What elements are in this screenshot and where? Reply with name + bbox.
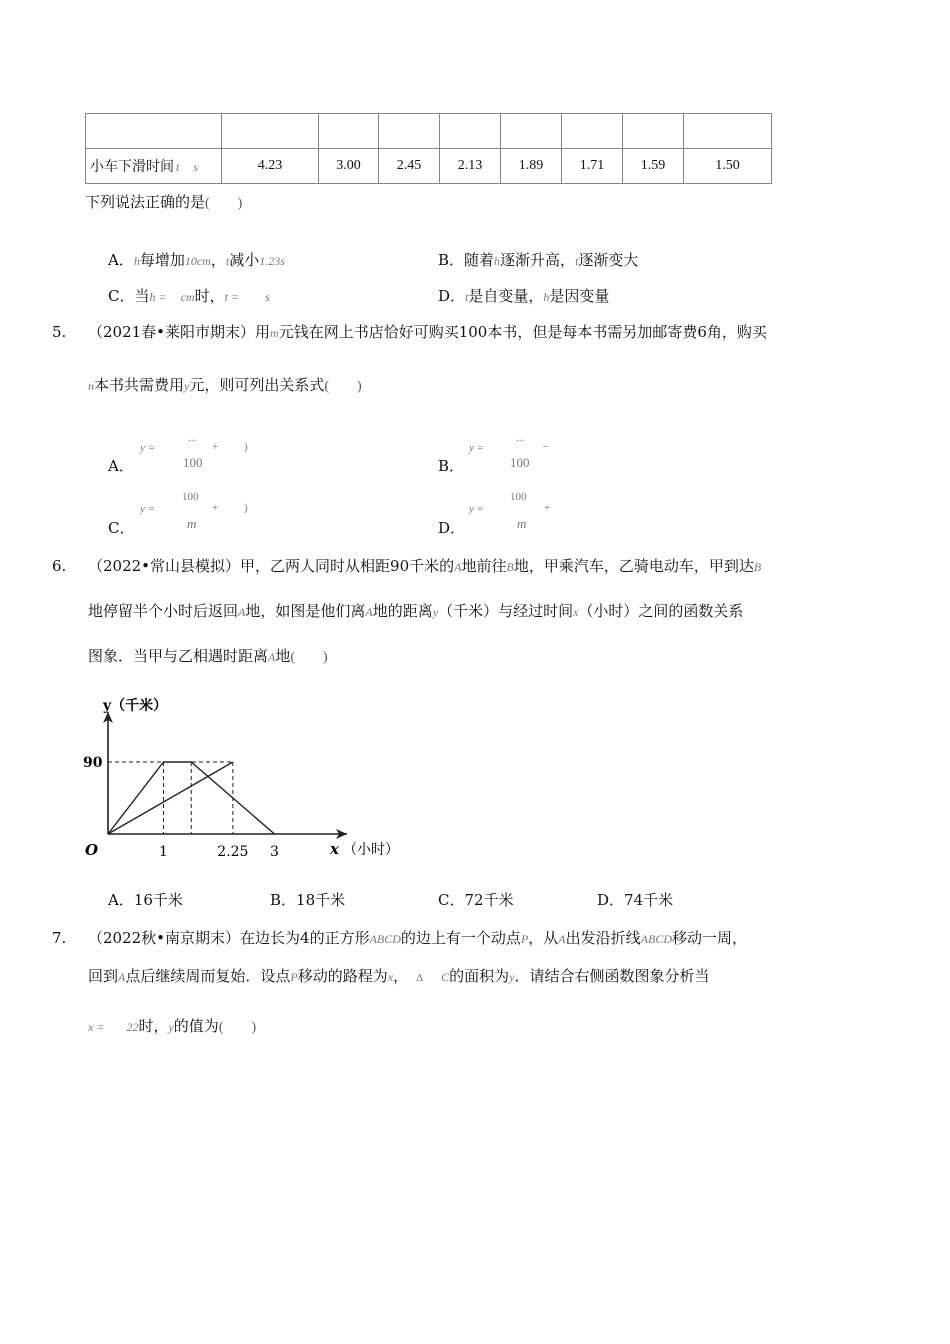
q6-line3 [88, 646, 328, 668]
var-y: y [432, 605, 439, 619]
math-paren: ) [244, 502, 248, 514]
table-cell [379, 114, 440, 149]
q5-line2 [88, 375, 362, 397]
q7-text: ， [393, 967, 409, 985]
fraction-numerator: 100 [510, 491, 527, 503]
q5-text: （2021春•莱阳市期末）用 [88, 323, 271, 341]
table-header-row [86, 114, 772, 149]
q5-text: 元，则可列出关系式 [189, 376, 325, 394]
var-a: A [268, 650, 276, 664]
var-b: B [753, 560, 762, 574]
var-p: P [520, 932, 529, 946]
option-text: 当 [134, 287, 150, 305]
var-abcd: ABCD [369, 932, 401, 946]
q7-text: 的边上有一个动点 [400, 929, 521, 947]
q7-text: 回到 [88, 967, 119, 985]
row-label: 小车下滑时间 [90, 159, 174, 175]
table-cell: 2.13 [440, 149, 501, 184]
q6-option-a[interactable]: A．16千米 [108, 891, 183, 909]
table-cell: 4.23 [222, 149, 319, 184]
var-c: C [441, 970, 450, 984]
table-cell [684, 114, 772, 149]
q5-line1 [88, 322, 767, 343]
var-y: y [168, 1020, 174, 1034]
q5-option-b[interactable] [438, 432, 638, 480]
q6-line2 [88, 601, 743, 622]
q6-text: （2022•常山县模拟）甲，乙两人同时从相距90千米的 [88, 557, 455, 575]
var-x: x [573, 605, 579, 619]
table-cell [623, 114, 684, 149]
q6-text: 地，如图是他们离 [245, 602, 366, 620]
q7-number: 7. [52, 929, 67, 947]
var-b: B [506, 560, 514, 574]
q7-text: 出发沿折线 [565, 929, 641, 947]
var-h: h [494, 254, 501, 268]
var-a: A [118, 970, 126, 984]
option-text: 是自变量， [468, 287, 544, 305]
table-cell [222, 114, 319, 149]
math-unit: cm [180, 290, 195, 304]
table-cell: 1.89 [501, 149, 562, 184]
table-cell [562, 114, 623, 149]
q7-text: ．请结合右侧函数图象分析当 [514, 967, 710, 985]
q6-text: （小时）之间的函数关系 [578, 602, 744, 620]
q7-line2 [88, 966, 710, 988]
x-tick-label: 2.25 [217, 844, 249, 860]
var-a: A [558, 932, 566, 946]
var-n: n [88, 379, 94, 393]
math-expr: h = [149, 290, 167, 304]
math-value: 22 [126, 1020, 139, 1034]
series-line-yi [108, 762, 233, 834]
var-m: m [270, 326, 279, 340]
q5-option-a[interactable] [108, 432, 308, 480]
answer-paren: ( ) [324, 379, 362, 394]
x-axis-unit-label: （小时） [343, 842, 399, 858]
q4-option-c[interactable] [108, 286, 270, 307]
q7-text: 的面积为 [449, 967, 510, 985]
table-cell [319, 114, 379, 149]
var-p: P [290, 970, 298, 984]
q5-option-c[interactable] [108, 491, 308, 540]
row-label-cell [86, 149, 222, 184]
answer-paren: ( ) [218, 1020, 257, 1035]
option-text: 每增加 [139, 251, 185, 269]
q4-stem [85, 192, 242, 214]
q4-option-a[interactable] [108, 250, 285, 271]
unit-s: s [193, 160, 199, 174]
option-label: A． [108, 251, 134, 269]
option-label: D． [438, 287, 466, 305]
q6-text: 地的距离 [372, 602, 433, 620]
var-a: A [238, 605, 246, 619]
table-row [86, 149, 772, 184]
math-expr: y = [469, 503, 485, 515]
q6-option-b[interactable]: B．18千米 [270, 891, 346, 909]
fraction-denominator: m [187, 516, 197, 531]
math-expr: y = [469, 442, 485, 454]
option-label: B． [438, 251, 465, 269]
option-label: C． [108, 287, 135, 305]
math-paren: ) [244, 441, 248, 453]
option-text: 随着 [464, 251, 495, 269]
math-operator: − [542, 441, 549, 453]
var-abcd: ABCD [640, 932, 672, 946]
q6-text: 地，甲乘汽车，乙骑电动车，甲到达 [513, 557, 754, 575]
fraction-denominator: 100 [510, 455, 530, 470]
math-unit: s [265, 290, 270, 304]
q7-text: （2022秋•南京期末）在边长为4的正方形 [88, 929, 370, 947]
answer-paren: ( ) [205, 196, 243, 211]
math-expr: y = [140, 503, 156, 515]
q7-line1 [88, 928, 747, 949]
option-text: 逐渐升高， [500, 251, 576, 269]
q6-number: 6. [52, 557, 67, 575]
q5-text: 本书共需费用 [94, 376, 185, 394]
q6-text: 地停留半个小时后返回 [88, 602, 239, 620]
q5-option-d[interactable] [438, 491, 638, 540]
table-cell: 1.50 [684, 149, 772, 184]
table-cell: 1.59 [623, 149, 684, 184]
q6-text: 地前往 [461, 557, 507, 575]
q4-option-b[interactable] [438, 250, 638, 271]
distance-time-graph [75, 690, 415, 870]
q6-option-d[interactable]: D．74千米 [597, 891, 674, 909]
var-y: y [184, 379, 190, 393]
y-tick-label: 90 [83, 755, 103, 771]
option-label: B． [438, 457, 465, 475]
q7-line3 [88, 1016, 256, 1038]
q5-number: 5. [52, 323, 67, 341]
answer-paren: ( ) [290, 650, 328, 665]
table-cell [86, 114, 222, 149]
math-operator: + [212, 502, 219, 514]
q7-text: 移动一周， [672, 929, 748, 947]
q6-text: （千米）与经过时间 [438, 602, 574, 620]
q7-text: 移动的路程为 [297, 967, 388, 985]
math-expr: x = [88, 1020, 105, 1034]
triangle-symbol: Δ [416, 972, 424, 984]
math-unit: 1.23s [259, 254, 285, 268]
var-t: t [225, 254, 230, 268]
x-tick-label: 3 [270, 844, 279, 860]
origin-label: O [85, 841, 99, 859]
var-h: h [133, 254, 140, 268]
var-a: A [454, 560, 462, 574]
option-text: 减小 [229, 251, 260, 269]
table-cell: 1.71 [562, 149, 623, 184]
var-y: y [509, 970, 515, 984]
var-t: t [575, 254, 579, 268]
x-axis-var-label: x [330, 840, 339, 858]
table-cell: 3.00 [319, 149, 379, 184]
y-axis-label: y（千米） [103, 698, 168, 714]
q7-text: 时， [138, 1017, 169, 1035]
option-text: ， [210, 251, 226, 269]
x-tick-label: 1 [159, 844, 168, 860]
q4-stem-text: 下列说法正确的是 [85, 193, 206, 211]
option-text: 时， [194, 287, 225, 305]
q7-text: ，从 [528, 929, 559, 947]
option-label: C． [108, 519, 135, 537]
table-cell [501, 114, 562, 149]
q4-option-d[interactable] [438, 286, 609, 307]
fraction-denominator: 100 [183, 455, 203, 470]
math-operator: + [544, 502, 551, 514]
q6-text: 图象．当甲与乙相遇时距离 [88, 647, 269, 665]
math-operator: + [212, 441, 219, 453]
q6-line1 [88, 556, 761, 577]
math-unit: 10cm [184, 254, 211, 268]
option-text: 是因变量 [549, 287, 610, 305]
table-cell: 2.45 [379, 149, 440, 184]
fraction-numerator: 100 [182, 491, 199, 503]
math-expr: y = [140, 442, 156, 454]
option-label: D． [438, 519, 466, 537]
var-t: t [465, 290, 469, 304]
option-label: A． [108, 457, 134, 475]
q7-text: 点后继续周而复始．设点 [125, 967, 291, 985]
option-text: 逐渐变大 [578, 251, 639, 269]
q5-text: 元钱在网上书店恰好可购买100本书，但是每本书需另加邮寄费6角，购买 [278, 323, 767, 341]
math-expr: t = [224, 290, 240, 304]
var-h: h [543, 290, 550, 304]
q6-option-c[interactable]: C．72千米 [438, 891, 514, 909]
fraction-denominator: m [517, 516, 527, 531]
fraction-numerator: ... [516, 432, 525, 444]
fraction-numerator: ... [188, 432, 197, 444]
var-x: x [387, 970, 394, 984]
var-a: A [365, 605, 373, 619]
var-t: t [176, 160, 180, 174]
q7-text: 的值为 [173, 1017, 219, 1035]
q6-text: 地 [275, 647, 291, 665]
table-cell [440, 114, 501, 149]
data-table [85, 113, 772, 184]
